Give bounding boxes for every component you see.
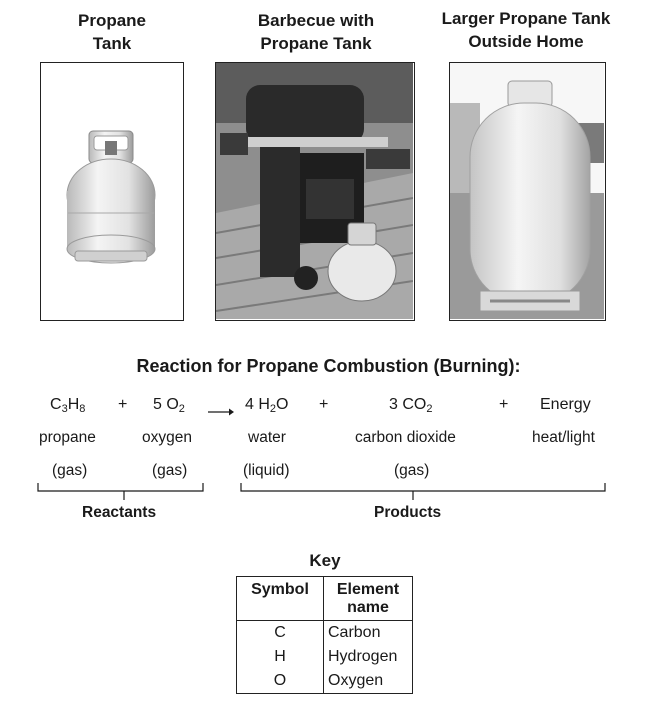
caption-larger-tank (420, 7, 632, 53)
oxygen-state: (gas) (152, 462, 188, 479)
co2-formula: 3 $CO_2$ (389, 396, 433, 415)
water-formula: 4 $H_2O$ (245, 396, 289, 415)
energy-label: Energy (540, 396, 591, 413)
caption-line: Larger Propane Tank (441, 9, 611, 28)
larger-tank-photo (449, 62, 606, 321)
oxygen-name: oxygen (142, 429, 192, 446)
co2-name: carbon dioxide (355, 429, 456, 446)
caption-line: Outside Home (468, 32, 584, 51)
propane-name: propane (39, 429, 96, 446)
products-label: Products (374, 504, 442, 521)
oxygen-formula: 5 $O_2$ (153, 396, 185, 415)
key-title: Key (309, 551, 341, 570)
water-state: (liquid) (243, 462, 290, 479)
symbol-header: Symbol (237, 577, 324, 621)
caption-line: Tank (92, 34, 132, 53)
caption-propane-tank (52, 9, 172, 55)
energy-name: heat/light (532, 429, 595, 446)
products-bracket (241, 483, 605, 500)
key-body-row (237, 621, 413, 694)
larger-tank-image (450, 63, 604, 319)
arrow-icon (208, 404, 234, 422)
plus-sign: + (499, 396, 509, 413)
symbol-cell: C H O (237, 621, 324, 694)
propane-tank-photo (40, 62, 184, 321)
element-key-table (236, 576, 413, 694)
barbecue-photo (215, 62, 415, 321)
barbecue-image (216, 63, 413, 319)
propane-state: (gas) (52, 462, 88, 479)
propane-tank-image (41, 63, 182, 319)
element-cell: Carbon Hydrogen Oxygen (324, 621, 413, 694)
co2-state: (gas) (394, 462, 430, 479)
caption-line: Propane (77, 11, 147, 30)
caption-line: Propane Tank (260, 34, 372, 53)
propane-formula: $C_3H_8$ (50, 396, 86, 415)
reactants-bracket (38, 483, 203, 500)
water-name: water (248, 429, 286, 446)
plus-sign: + (118, 396, 128, 413)
reaction-title: Reaction for Propane Combustion (Burning): (136, 356, 521, 376)
reactants-label: Reactants (82, 504, 157, 521)
element-header: Element name (324, 577, 413, 621)
plus-sign: + (319, 396, 329, 413)
key-header-row (237, 577, 413, 621)
caption-barbecue (230, 9, 402, 55)
caption-line: Barbecue with (257, 11, 375, 30)
